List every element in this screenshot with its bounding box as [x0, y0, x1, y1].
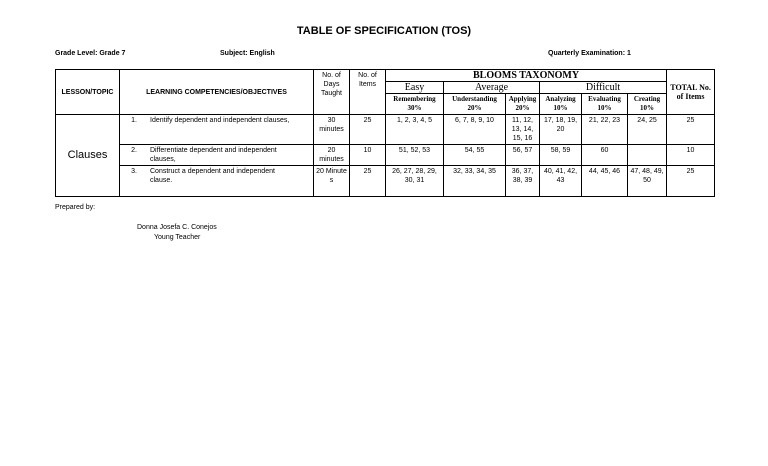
evaluating-cell: 21, 22, 23 [582, 115, 628, 145]
applying-cell: 11, 12, 13, 14, 15, 16 [506, 115, 540, 145]
total-cell: 25 [667, 115, 715, 145]
understanding-cell: 32, 33, 34, 35 [444, 166, 506, 197]
remembering-header: Remembering 30% [386, 94, 444, 115]
evaluating-cell: 44, 45, 46 [582, 166, 628, 197]
analyzing-cell: 58, 59 [540, 145, 582, 166]
applying-header: Applying 20% [506, 94, 540, 115]
days-cell: 20 Minute s [314, 166, 350, 197]
competency-text: Identify dependent and independent clauses, [150, 117, 290, 124]
blooms-taxonomy-header: BLOOMS TAXONOMY [386, 70, 667, 82]
table-row [56, 115, 715, 145]
competency-number: 2. [131, 147, 137, 154]
creating-cell: 24, 25 [628, 115, 667, 145]
creating-cell [628, 145, 667, 166]
average-level-header: Average [444, 82, 540, 94]
total-cell: 10 [667, 145, 715, 166]
analyzing-header: Analyzing 10% [540, 94, 582, 115]
days-cell: 30 minutes [314, 115, 350, 145]
remembering-cell: 1, 2, 3, 4, 5 [386, 115, 444, 145]
competency-text: Construct a dependent and independent clause. [150, 168, 275, 184]
quarterly-exam-label: Quarterly Examination: 1 [548, 50, 631, 57]
prepared-by-label: Prepared by: [55, 204, 96, 211]
preparer-name: Donna Josefa C. Conejos [137, 224, 217, 231]
evaluating-header: Evaluating 10% [582, 94, 628, 115]
tos-table [55, 69, 715, 197]
applying-cell: 56, 57 [506, 145, 540, 166]
items-cell: 10 [350, 145, 386, 166]
competency-text: Differentiate dependent and independent clauses, [150, 147, 277, 163]
lesson-topic-header: LESSON/TOPIC [56, 70, 120, 115]
preparer-position: Young Teacher [154, 234, 201, 241]
difficult-level-header: Difficult [540, 82, 667, 94]
competency-cell [120, 145, 314, 166]
easy-level-header: Easy [386, 82, 444, 94]
competencies-header: LEARNING COMPETENCIES/OBJECTIVES [120, 70, 314, 115]
remembering-cell: 26, 27, 28, 29, 30, 31 [386, 166, 444, 197]
understanding-cell: 6, 7, 8, 9, 10 [444, 115, 506, 145]
total-cell: 25 [667, 166, 715, 197]
competency-number: 1. [131, 117, 137, 124]
document-title: TABLE OF SPECIFICATION (TOS) [296, 25, 472, 37]
creating-cell: 47, 48, 49, 50 [628, 166, 667, 197]
table-row [56, 166, 715, 197]
days-taught-header: No. of Days Taught [314, 70, 350, 115]
analyzing-cell: 17, 18, 19, 20 [540, 115, 582, 145]
evaluating-cell: 60 [582, 145, 628, 166]
items-cell: 25 [350, 115, 386, 145]
total-items-header: TOTAL No. of Items [667, 70, 715, 115]
items-cell: 25 [350, 166, 386, 197]
grade-level-label: Grade Level: Grade 7 [55, 50, 126, 57]
subject-label: Subject: English [220, 50, 275, 57]
competency-cell [120, 166, 314, 197]
competency-cell [120, 115, 314, 145]
analyzing-cell: 40, 41, 42, 43 [540, 166, 582, 197]
understanding-header: Understanding 20% [444, 94, 506, 115]
no-of-items-header: No. of Items [350, 70, 386, 115]
competency-number: 3. [131, 168, 137, 175]
applying-cell: 36, 37, 38, 39 [506, 166, 540, 197]
remembering-cell: 51, 52, 53 [386, 145, 444, 166]
understanding-cell: 54, 55 [444, 145, 506, 166]
table-row [56, 145, 715, 166]
days-cell: 20 minutes [314, 145, 350, 166]
lesson-topic-cell: Clauses [56, 115, 120, 197]
creating-header: Creating 10% [628, 94, 667, 115]
